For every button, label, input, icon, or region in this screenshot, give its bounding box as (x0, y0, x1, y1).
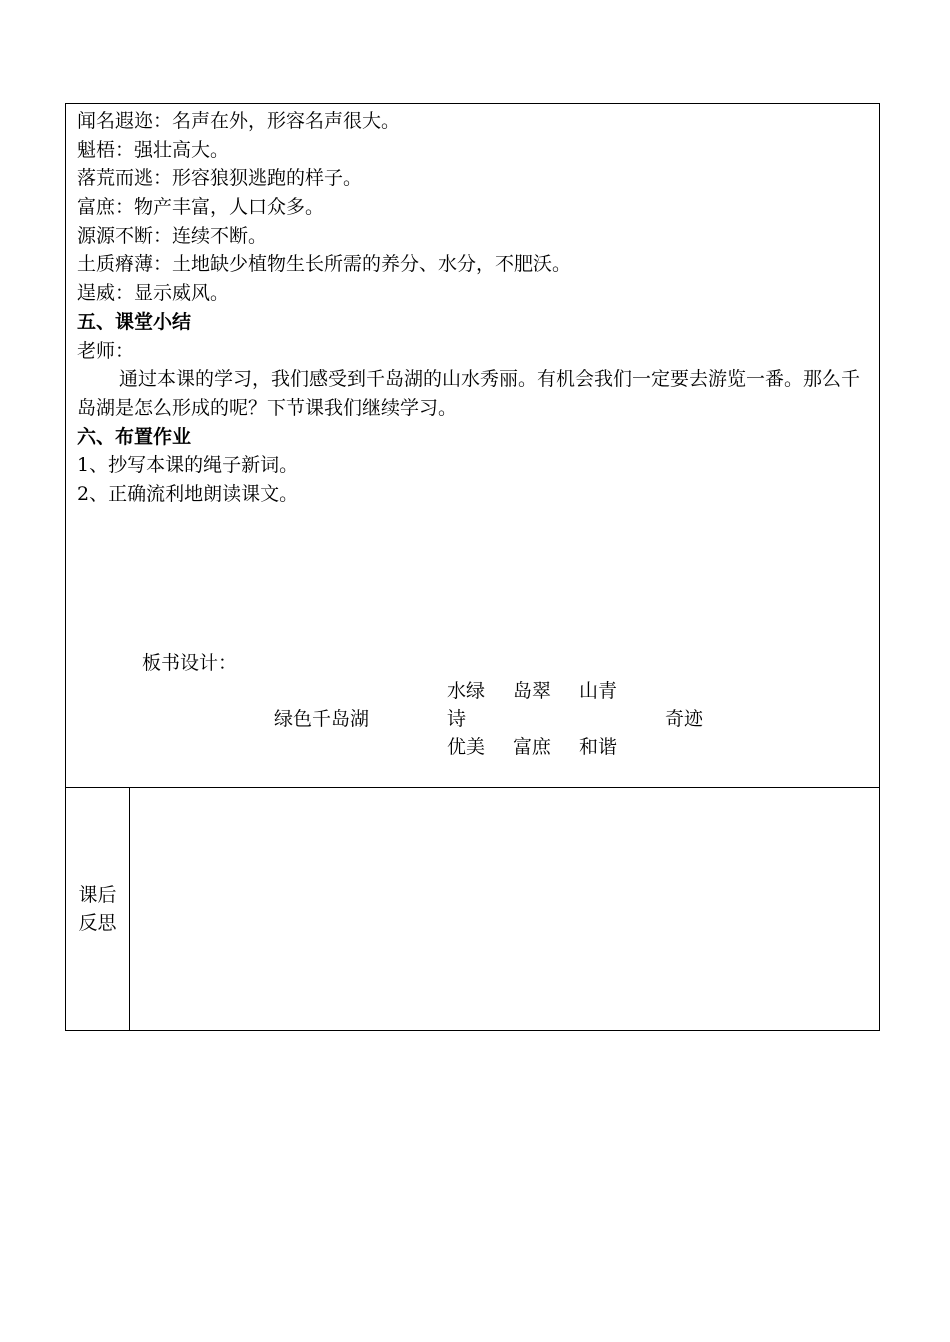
board-word: 水绿 (447, 680, 486, 702)
reflection-label-cell (66, 788, 130, 1031)
reflection-content-cell (130, 788, 880, 1031)
board-design (66, 104, 878, 787)
definition-line: 土质瘠薄：土地缺少植物生长所需的养分、水分，不肥沃。 (77, 253, 572, 276)
definition-line: 落荒而逃：形容狼狈逃跑的样子。 (77, 167, 363, 190)
board-word: 岛翠 (513, 680, 552, 702)
board-right: 奇迹 (665, 708, 704, 730)
lesson-content-row (66, 104, 880, 788)
homework-item: 2、正确流利地朗读课文。 (77, 482, 299, 505)
definition-line: 富庶：物产丰富，人口众多。 (77, 196, 325, 219)
definition-line: 魁梧：强壮高大。 (77, 138, 230, 161)
board-word: 优美 (447, 736, 486, 758)
reflection-label: 课后反思 (78, 884, 117, 934)
board-middle: 诗 (447, 708, 467, 730)
board-word: 山青 (579, 680, 618, 702)
homework-heading: 六、布置作业 (77, 425, 192, 448)
definition-line: 逞威：显示威风。 (77, 282, 230, 305)
board-word: 富庶 (513, 736, 552, 758)
board-word: 和谐 (579, 736, 618, 758)
summary-heading: 五、课堂小结 (77, 310, 192, 333)
homework-item: 1、抄写本课的绳子新词。 (77, 454, 299, 477)
lesson-plan-table (65, 103, 880, 1031)
board-title: 绿色千岛湖 (274, 708, 370, 730)
summary-speaker: 老师： (77, 339, 135, 362)
lesson-content-cell (66, 104, 880, 788)
board-design-label: 板书设计： (142, 652, 238, 674)
definition-line: 源源不断：连续不断。 (77, 224, 268, 247)
summary-paragraph: 通过本课的学习，我们感受到千岛湖的山水秀丽。有机会我们一定要去游览一番。那么千岛湖是怎么形成的呢？下节课我们继续学习。 (77, 368, 861, 419)
reflection-row (66, 788, 880, 1031)
definition-line: 闻名遐迩：名声在外，形容名声很大。 (77, 110, 401, 132)
